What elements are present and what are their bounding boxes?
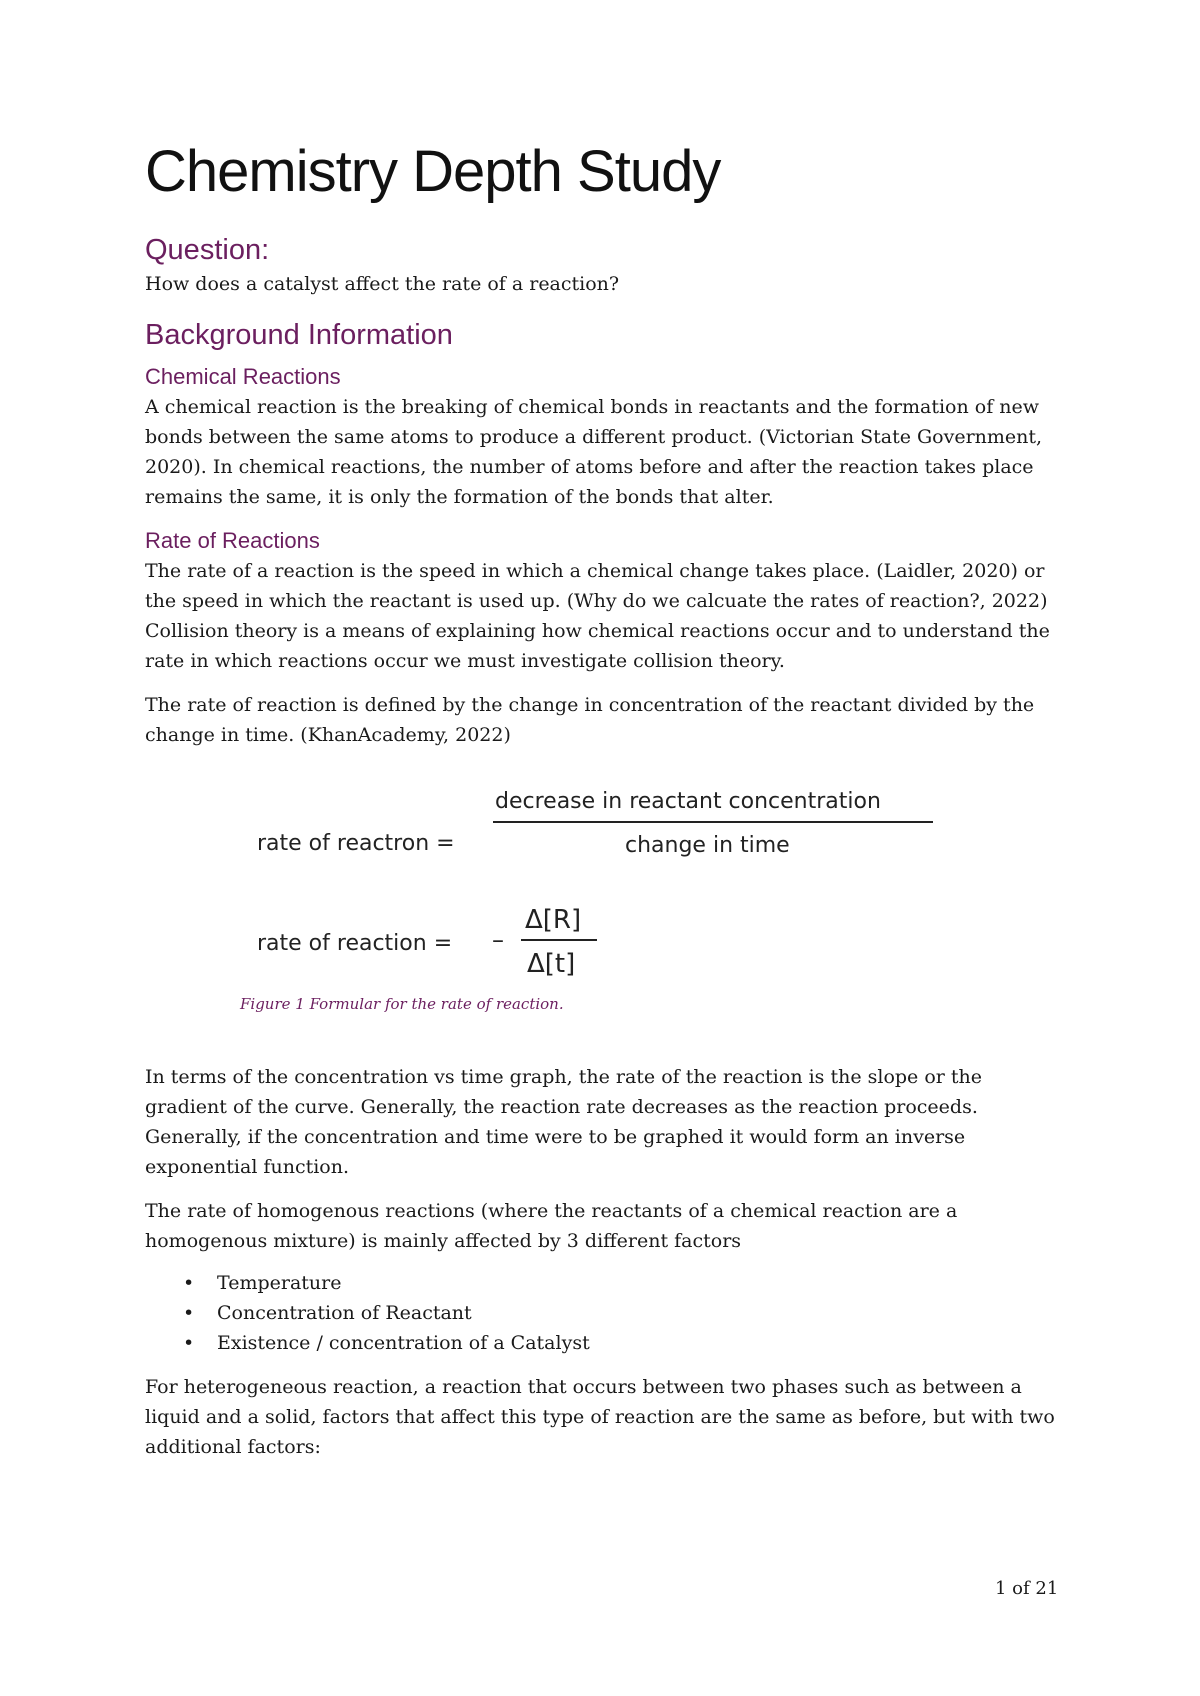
paragraph-heterogeneous-reactions: For heterogeneous reaction, a reaction that occurs between two phases such as between a liquid and a solid, factors that affect this type of reaction are the same as before, but with two additional factors: (145, 1375, 1055, 1458)
bullet-icon: • (183, 1301, 195, 1324)
formula1-denominator: change in time (625, 832, 790, 858)
formula-drawing (145, 770, 1065, 990)
chemical-reactions-heading: Chemical Reactions (145, 363, 341, 389)
list-item (183, 1298, 1065, 1328)
rate-of-reactions-paragraph-2: The rate of reaction is defined by the change in concentration of the reactant divided by the change in time. (KhanAcademy, 2022) (145, 693, 1035, 746)
list-item-text: Temperature (217, 1271, 342, 1294)
document-title: Chemistry Depth Study (145, 139, 721, 204)
question-text: How does a catalyst affect the rate of a reaction? (145, 272, 620, 295)
bullet-icon: • (183, 1271, 195, 1294)
paragraph-concentration-graph: In terms of the concentration vs time graph, the rate of the reaction is the slope or the gradient of the curve. Generally, the reaction rate decreases as the reaction proceeds. Generally, if the concentration and time were to be graphed it would form an inverse exponential function. (145, 1065, 983, 1178)
chemical-reactions-paragraph: A chemical reaction is the breaking of chemical bonds in reactants and the formation of new bonds between the same atoms to produce a different product. (Victorian State Government, 2020). In chemical reactions, the number of atoms before and after the reaction takes place remains the same, it is only the formation of the bonds that alter. (145, 395, 1043, 508)
list-item-text: Concentration of Reactant (217, 1301, 472, 1324)
formula2-denominator: Δ[t] (527, 948, 576, 979)
bullet-icon: • (183, 1331, 195, 1354)
formula1-lhs: rate of reactron = (257, 830, 455, 856)
paragraph-homogenous-reactions: The rate of homogenous reactions (where the reactants of a chemical reaction are a homogenous mixture) is mainly affected by 3 different factors (145, 1199, 958, 1252)
list-item (183, 1328, 1065, 1358)
page-number: 1 of 21 (995, 1578, 1059, 1599)
formula1-numerator: decrease in reactant concentration (495, 788, 881, 814)
factors-list (145, 1268, 1065, 1358)
formula2-lhs: rate of reaction = (257, 930, 453, 956)
rate-of-reactions-heading: Rate of Reactions (145, 527, 320, 553)
formula2-numerator: Δ[R] (525, 904, 582, 935)
formula2-minus: – (492, 925, 504, 954)
document-page (145, 140, 1065, 1462)
rate-of-reactions-paragraph-1: The rate of a reaction is the speed in which a chemical change takes place. (Laidler, 2020) or the speed in which the reactant is used up. (Why do we calcuate the rates of reaction?, 2022) Collision theory is a means of explaining how chemical reactions occur and to understand the rate in which reactions occur we must investigate collision theory. (145, 559, 1050, 672)
figure-caption: Figure 1 Formular for the rate of reaction. (240, 994, 564, 1013)
question-heading: Question: (145, 233, 270, 266)
list-item-text: Existence / concentration of a Catalyst (217, 1331, 590, 1354)
background-heading: Background Information (145, 318, 453, 351)
list-item (183, 1268, 1065, 1298)
rate-formula-figure (145, 770, 1065, 1020)
